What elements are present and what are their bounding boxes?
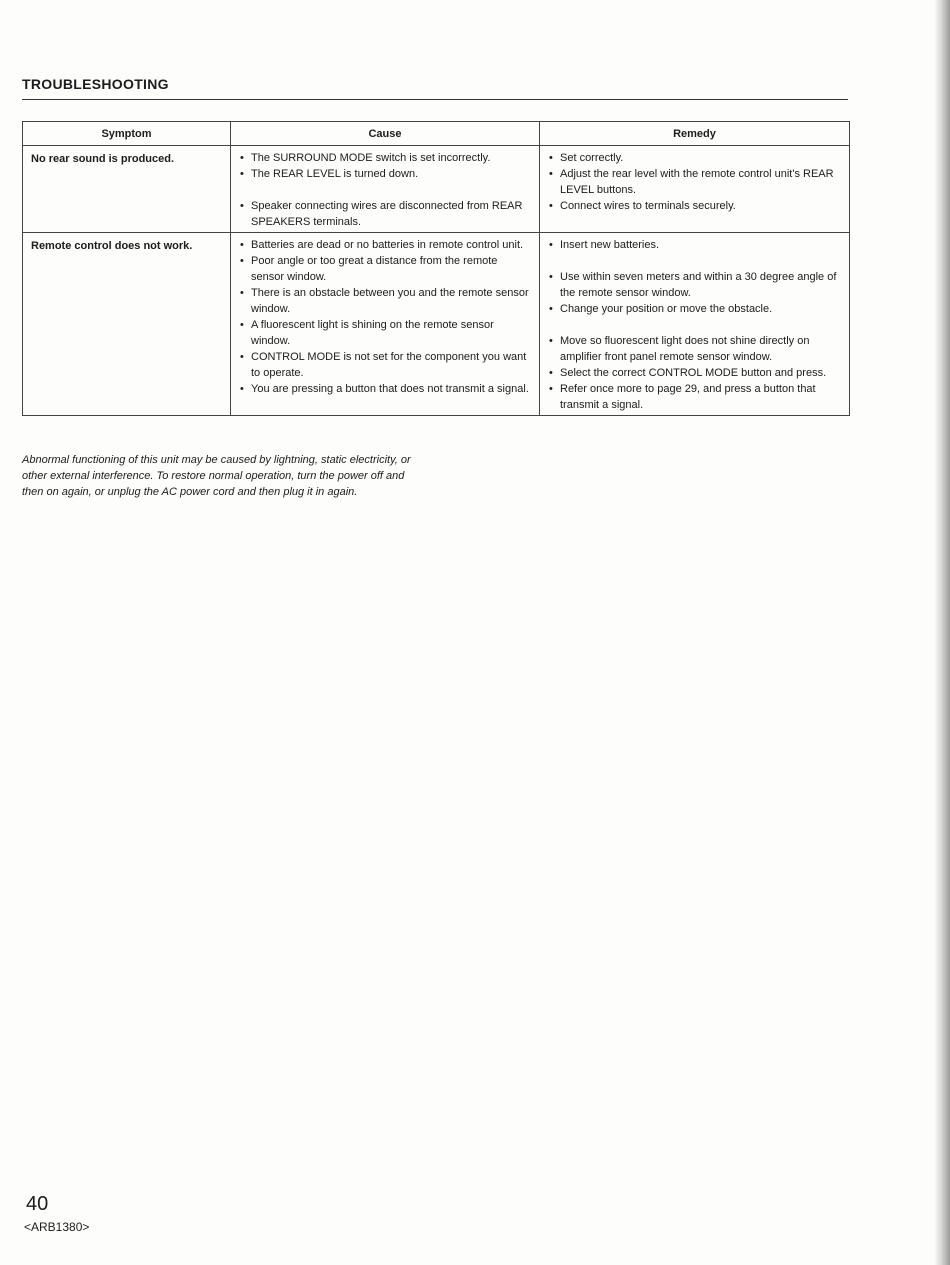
symptom-cell: Remote control does not work. xyxy=(23,233,231,416)
header-symptom: Symptom xyxy=(23,122,231,146)
remedy-item: • Select the correct CONTROL MODE button and press. xyxy=(548,365,841,381)
remedy-item: • Set correctly. xyxy=(548,150,841,166)
page-title: TROUBLESHOOTING xyxy=(22,76,169,92)
remedy-item: • Connect wires to terminals securely. xyxy=(548,198,841,214)
table-row xyxy=(23,146,850,233)
remedy-item: • Move so fluorescent light does not shine directly on amplifier front panel remote sensor window. xyxy=(548,333,841,365)
remedy-item: • Change your position or move the obstacle. xyxy=(548,301,841,317)
cause-cell xyxy=(231,146,540,233)
symptom-cell: No rear sound is produced. xyxy=(23,146,231,233)
troubleshooting-table xyxy=(22,121,850,416)
remedy-item: • Refer once more to page 29, and press a button that transmit a signal. xyxy=(548,381,841,413)
interference-note: Abnormal functioning of this unit may be caused by lightning, static electricity, or other external interference. To restore normal operation, turn the power off and then on again, or unplug the AC power cord and then plug it in again. xyxy=(22,454,411,498)
title-divider xyxy=(22,99,848,100)
header-cause: Cause xyxy=(231,122,540,146)
cause-item: • Speaker connecting wires are disconnected from REAR SPEAKERS terminals. xyxy=(239,198,531,230)
cause-cell xyxy=(231,233,540,416)
header-remedy: Remedy xyxy=(540,122,850,146)
table-header-row xyxy=(23,122,850,146)
cause-item: • The SURROUND MODE switch is set incorrectly. xyxy=(239,150,531,166)
remedy-item: • Use within seven meters and within a 30 degree angle of the remote sensor window. xyxy=(548,269,841,301)
cause-item: • You are pressing a button that does not transmit a signal. xyxy=(239,381,531,397)
remedy-cell xyxy=(540,146,850,233)
cause-item: • A fluorescent light is shining on the remote sensor window. xyxy=(239,317,531,349)
page-number: 40 xyxy=(26,1193,49,1215)
cause-item: • Batteries are dead or no batteries in remote control unit. xyxy=(239,237,531,253)
cause-item: • The REAR LEVEL is turned down. xyxy=(239,166,531,182)
remedy-item: • Adjust the rear level with the remote control unit's REAR LEVEL buttons. xyxy=(548,166,841,198)
page-binding-shadow xyxy=(934,0,950,1265)
cause-item: • Poor angle or too great a distance from the remote sensor window. xyxy=(239,253,531,285)
remedy-cell xyxy=(540,233,850,416)
document-code: <ARB1380> xyxy=(24,1220,90,1234)
remedy-item: • Insert new batteries. xyxy=(548,237,841,253)
cause-item: • There is an obstacle between you and the remote sensor window. xyxy=(239,285,531,317)
cause-item: • CONTROL MODE is not set for the component you want to operate. xyxy=(239,349,531,381)
table-row xyxy=(23,233,850,416)
